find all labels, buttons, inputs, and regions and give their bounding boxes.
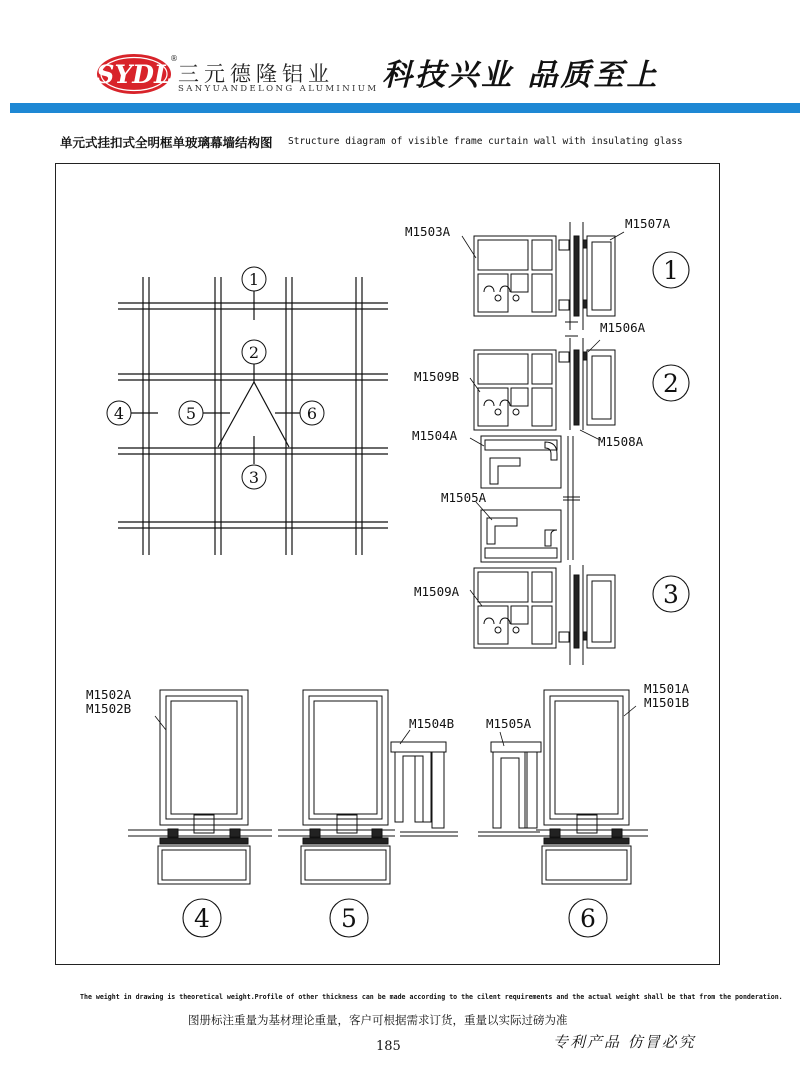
grid-label-3: 3 [248, 468, 260, 487]
part-leaders-bottom [155, 706, 636, 746]
part-m1503a: M1503A [405, 224, 451, 239]
logo-text: SYDL [96, 60, 172, 89]
section-label-6: 6 [580, 904, 596, 933]
vertical-section-1 [474, 222, 615, 330]
patent-notice: 专利产品 仿冒必究 [553, 1033, 696, 1051]
vertical-section-2 [474, 336, 615, 430]
svg-text:®: ® [170, 54, 178, 63]
section-label-2: 2 [663, 369, 679, 398]
brand-name-cn: 三元德隆铝业 [178, 62, 334, 86]
section-label-3: 3 [663, 580, 679, 609]
part-m1507a: M1507A [625, 216, 671, 231]
vertical-section-3 [474, 565, 615, 665]
part-m1504b: M1504B [409, 716, 455, 731]
part-m1501a: M1501A [644, 681, 690, 696]
part-m1505a: M1505A [441, 490, 487, 505]
part-m1509b: M1509B [414, 369, 460, 384]
brand-name-en: SANYUANDELONG ALUMINIUM [178, 84, 379, 94]
part-m1502a: M1502A [86, 687, 132, 702]
part-m1505a-horizontal: M1505A [486, 716, 532, 731]
slogan: 科技兴业 品质至上 [382, 58, 660, 93]
grid-label-4: 4 [113, 404, 125, 423]
section-label-1: 1 [663, 256, 679, 285]
weight-note-cn: 图册标注重量为基材理论重量，客户可根据需求订货，重量以实际过磅为准 [188, 1013, 568, 1027]
section-label-4: 4 [194, 904, 210, 933]
part-m1501b: M1501B [644, 695, 690, 710]
hook-profile-m1505a [481, 510, 561, 562]
grid-label-5: 5 [185, 404, 197, 423]
grid-elevation [118, 277, 388, 555]
grid-label-6: 6 [306, 404, 318, 423]
part-m1504a: M1504A [412, 428, 458, 443]
weight-note-en: The weight in drawing is theoretical weight.Profile of other thickness can be made according to the cilent requirements and the actual weight shall be that from the ponderation. [80, 993, 783, 1001]
horizontal-section-4 [128, 690, 272, 884]
page-number: 185 [376, 1039, 401, 1054]
title-cn: 单元式挂扣式全明框单玻璃幕墙结构图 [60, 135, 273, 150]
title-en: Structure diagram of visible frame curtain wall with insulating glass [288, 136, 683, 147]
grid-label-2: 2 [248, 343, 260, 362]
part-m1506a: M1506A [600, 320, 646, 335]
part-m1508a: M1508A [598, 434, 644, 449]
part-m1502b: M1502B [86, 701, 132, 716]
grid-label-1: 1 [248, 270, 260, 289]
section-label-5: 5 [341, 904, 357, 933]
part-m1509a: M1509A [414, 584, 460, 599]
hook-profile-m1504a [481, 436, 580, 560]
